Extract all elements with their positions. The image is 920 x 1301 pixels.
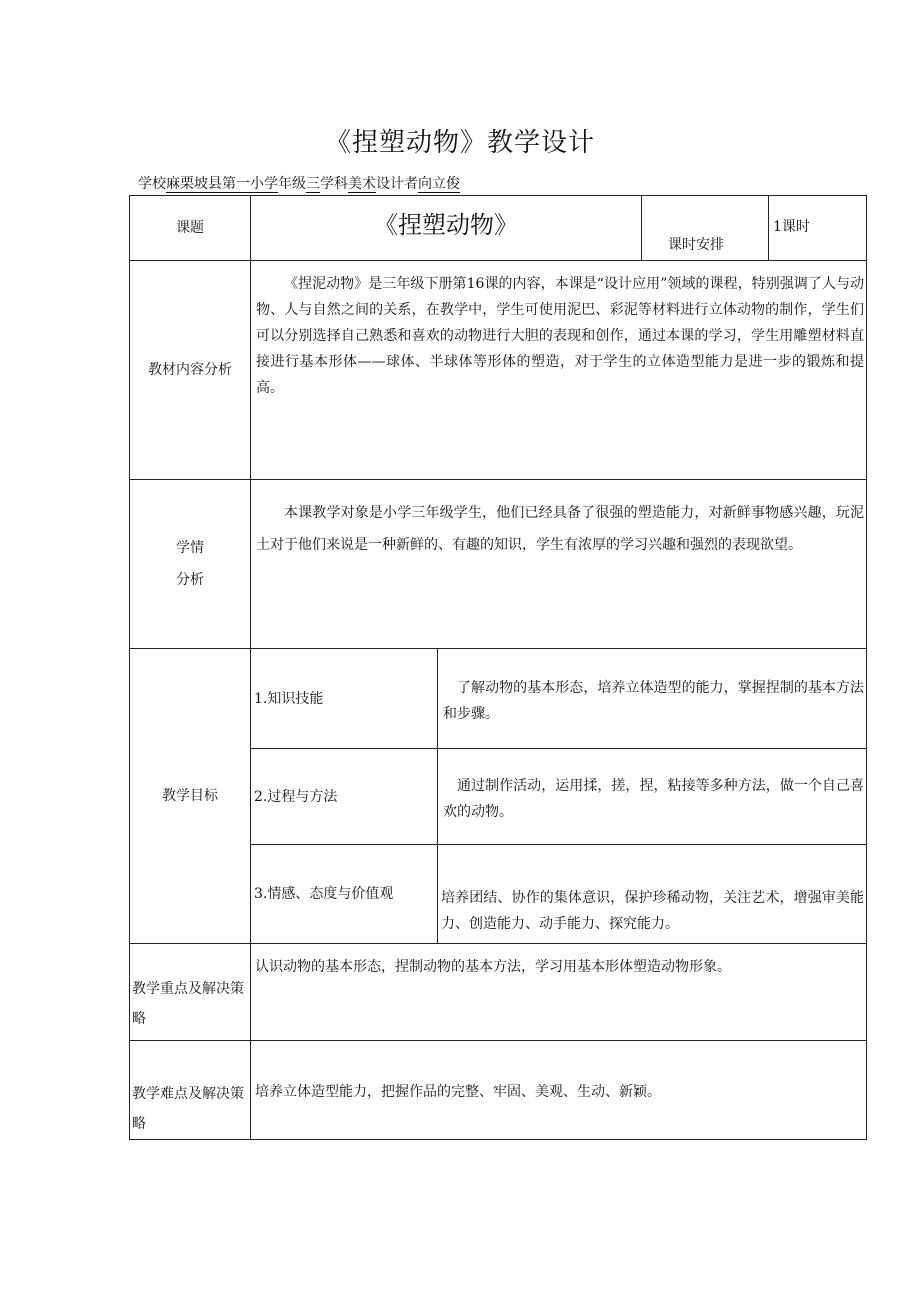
topic-label-cell	[129, 195, 251, 261]
keypoint-text-cell	[250, 943, 867, 1041]
hours-value-cell	[768, 195, 867, 261]
hours-label: 课时安排	[668, 237, 724, 253]
topic-label: 课题	[176, 220, 204, 236]
material-label: 教材内容分析	[148, 362, 232, 378]
subject-value: 美术	[348, 176, 376, 192]
goal-2-label: 2.过程与方法	[254, 788, 338, 805]
keypoint-label: 教学重点及解决策略	[132, 981, 244, 1027]
goals-label: 教学目标	[162, 788, 218, 804]
difficulty-text-cell	[250, 1040, 867, 1140]
document-meta	[138, 173, 460, 193]
goal-3-label-cell	[250, 844, 438, 944]
school-label: 学校	[138, 176, 166, 192]
goal-3-text: 培养团结、协作的集体意识，保护珍稀动物，关注艺术，增强审美能力、创造能力、动手能力、探究能力。	[441, 890, 864, 932]
topic-value: 《捏塑动物》	[374, 211, 518, 239]
goal-1-text-cell	[437, 648, 867, 749]
goal-3-label: 3.情感、态度与价值观	[254, 886, 394, 902]
goal-2-label-cell	[250, 748, 438, 845]
keypoint-label-cell	[129, 943, 251, 1041]
difficulty-text: 培养立体造型能力，把握作品的完整、牢固、美观、生动、新颖。	[255, 1084, 661, 1100]
goal-1-label: 1.知识技能	[254, 690, 324, 707]
school-value: 麻栗坡县第一小学	[166, 176, 278, 192]
difficulty-label: 教学难点及解决策略	[132, 1086, 244, 1132]
goal-1-label-cell	[250, 648, 438, 749]
learner-label-line1: 学情	[176, 540, 204, 556]
hours-value: 1课时	[773, 219, 810, 235]
grade-value: 三	[306, 176, 320, 192]
designer-value: 向立俊	[418, 176, 460, 192]
learner-text: 本课教学对象是小学三年级学生，他们已经具备了很强的塑造能力，对新鲜事物感兴趣，玩泥土对于他们来说是一种新鲜的、有趣的知识，学生有浓厚的学习兴趣和强烈的表现欲望。	[256, 505, 864, 553]
material-text: 《捏泥动物》是三年级下册第16课的内容，本课是“设计应用”领域的课程，特别强调了人与动物、人与自然之间的关系，在教学中，学生可使用泥巴、彩泥等材料进行立体动物的制作，学生们可以分别选择自己熟悉和喜欢的动物进行大胆的表现和创作，通过本课的学习，学生用雕塑材料直接进行基本形体——球体、半球体等形体的塑造，对于学生的立体造型能力是进一步的锻炼和提高。	[256, 276, 864, 396]
goal-1-text: 了解动物的基本形态，培养立体造型的能力，掌握捏制的基本方法和步骤。	[443, 680, 864, 722]
goal-3-text-cell	[437, 844, 867, 944]
goal-2-text-cell	[437, 748, 867, 845]
learner-text-cell	[250, 479, 867, 649]
learner-label-line2: 分析	[176, 572, 204, 588]
difficulty-label-cell	[129, 1040, 251, 1140]
grade-label: 年级	[278, 176, 306, 192]
goal-2-text: 通过制作活动，运用揉，搓，捏，粘接等多种方法，做一个自己喜欢的动物。	[443, 778, 864, 820]
keypoint-text: 认识动物的基本形态，捏制动物的基本方法，学习用基本形体塑造动物形象。	[255, 959, 731, 975]
learner-label-cell	[129, 479, 251, 649]
topic-value-cell	[250, 195, 642, 261]
material-label-cell	[129, 260, 251, 480]
material-text-cell	[250, 260, 867, 480]
goals-label-cell	[129, 648, 251, 944]
subject-label: 学科	[320, 176, 348, 192]
designer-label: 设计者	[376, 176, 418, 192]
document-title: 《捏塑动物》教学设计	[324, 128, 595, 158]
hours-label-cell	[641, 195, 769, 261]
